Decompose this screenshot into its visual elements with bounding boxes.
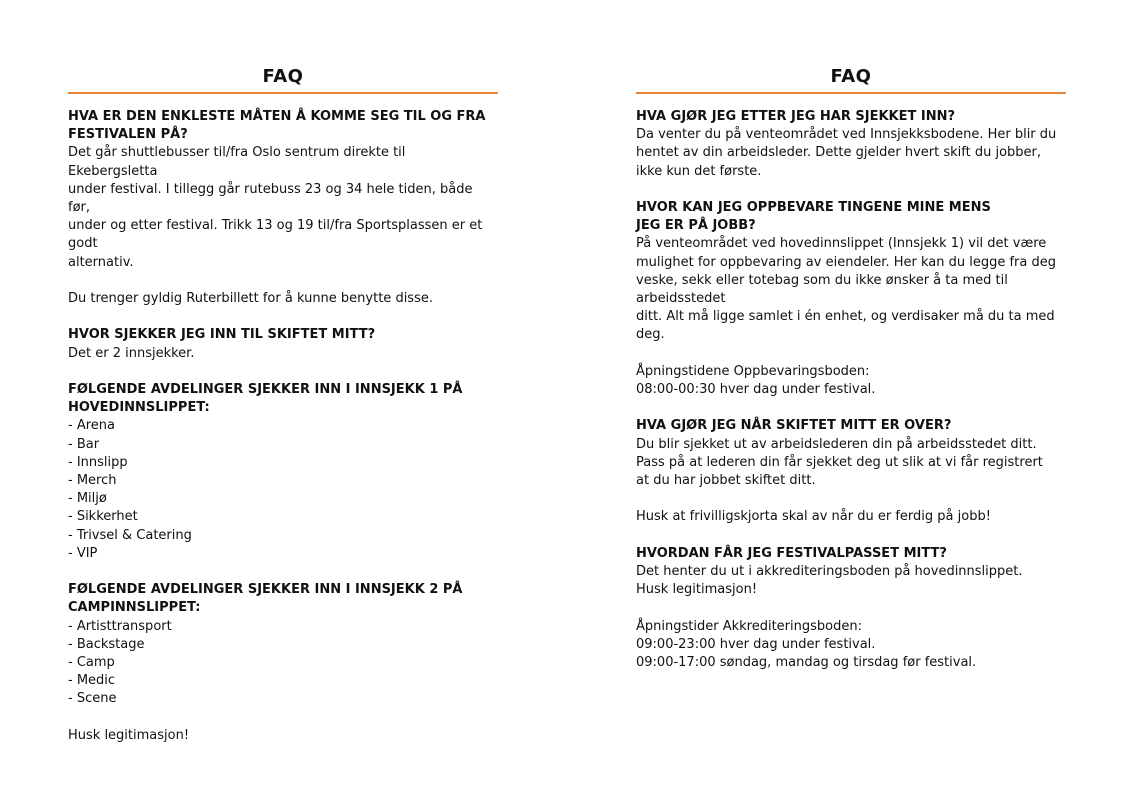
faq-answer: Åpningstider Akkrediteringsboden: 09:00-23:00 hver dag under festival. 09:00-17:00 søndag, mandag og tirsdag før festival.: [636, 618, 977, 670]
faq-question: HVOR SJEKKER JEG INN TIL SKIFTET MITT?: [68, 327, 376, 343]
faq-question: HVA ER DEN ENKLESTE MÅTEN Å KOMME SEG TIL OG FRA FESTIVALEN PÅ?: [68, 109, 486, 143]
faq-question: HVA GJØR JEG NÅR SKIFTET MITT ER OVER?: [636, 418, 952, 434]
faq-answer: Det går shuttlebusser til/fra Oslo sentrum direkte til Ekebergsletta under festival. I tillegg går rutebuss 23 og 34 hele tiden, både før, under og etter festival. Trikk 13 og 19 til/fra Sportsplassen er et godt alternativ.: [68, 145, 483, 270]
paragraph-spacer: [636, 490, 1066, 508]
paragraph-spacer: [68, 308, 498, 326]
paragraph-spacer: [636, 527, 1066, 545]
paragraph-spacer: [68, 563, 498, 581]
faq-question: HVOR KAN JEG OPPBEVARE TINGENE MINE MENS JEG ER PÅ JOBB?: [636, 200, 991, 234]
paragraph-spacer: [68, 272, 498, 290]
faq-content: [636, 108, 1066, 672]
faq-answer: - Artisttransport - Backstage - Camp - Medic - Scene: [68, 618, 172, 707]
faq-answer: Du trenger gyldig Ruterbillett for å kunne benytte disse.: [68, 291, 433, 307]
faq-page-left: [68, 64, 498, 745]
faq-answer: Det henter du ut i akkrediteringsboden på hovedinnslippet. Husk legitimasjon!: [636, 564, 1023, 598]
faq-question: FØLGENDE AVDELINGER SJEKKER INN I INNSJEKK 2 PÅ CAMPINNSLIPPET:: [68, 582, 463, 616]
faq-question: FØLGENDE AVDELINGER SJEKKER INN I INNSJEKK 1 PÅ HOVEDINNSLIPPET:: [68, 382, 463, 416]
title-divider: [636, 92, 1066, 94]
faq-answer: Husk at frivilligskjorta skal av når du er ferdig på jobb!: [636, 509, 991, 525]
faq-answer: Da venter du på venteområdet ved Innsjekksbodene. Her blir du hentet av din arbeidsleder. Dette gjelder hvert skift du jobber, ikke kun det første.: [636, 127, 1057, 179]
faq-answer: Åpningstidene Oppbevaringsboden: 08:00-00:30 hver dag under festival.: [636, 363, 876, 398]
faq-question: HVORDAN FÅR JEG FESTIVALPASSET MITT?: [636, 545, 947, 561]
faq-answer: Du blir sjekket ut av arbeidslederen din på arbeidsstedet ditt. Pass på at lederen din får sjekket deg ut slik at vi får registrert at du har jobbet skiftet ditt.: [636, 436, 1043, 489]
paragraph-spacer: [68, 363, 498, 381]
paragraph-spacer: [636, 399, 1066, 417]
paragraph-spacer: [636, 345, 1066, 363]
faq-answer: På venteområdet ved hovedinnslippet (Innsjekk 1) vil det være mulighet for oppbevaring av eiendeler. Her kan du legge fra deg veske, sekk eller totebag som du ikke ønsker å ta med til arbeidsstedet ditt. Alt må ligge samlet i én enhet, og verdisaker må du ta med deg.: [636, 236, 1056, 343]
paragraph-spacer: [636, 599, 1066, 617]
page-title: FAQ: [830, 66, 872, 87]
page-title: FAQ: [262, 66, 304, 87]
title-divider: [68, 92, 498, 94]
faq-answer: Det er 2 innsjekker.: [68, 345, 195, 361]
faq-answer: Husk legitimasjon!: [68, 727, 190, 743]
paragraph-spacer: [68, 709, 498, 727]
faq-question: HVA GJØR JEG ETTER JEG HAR SJEKKET INN?: [636, 109, 956, 124]
paragraph-spacer: [636, 181, 1066, 199]
faq-answer: - Arena - Bar - Innslipp - Merch - Miljø - Sikkerhet - Trivsel & Catering - VIP: [68, 418, 192, 561]
faq-content: [68, 108, 498, 745]
faq-page-right: [636, 64, 1066, 672]
